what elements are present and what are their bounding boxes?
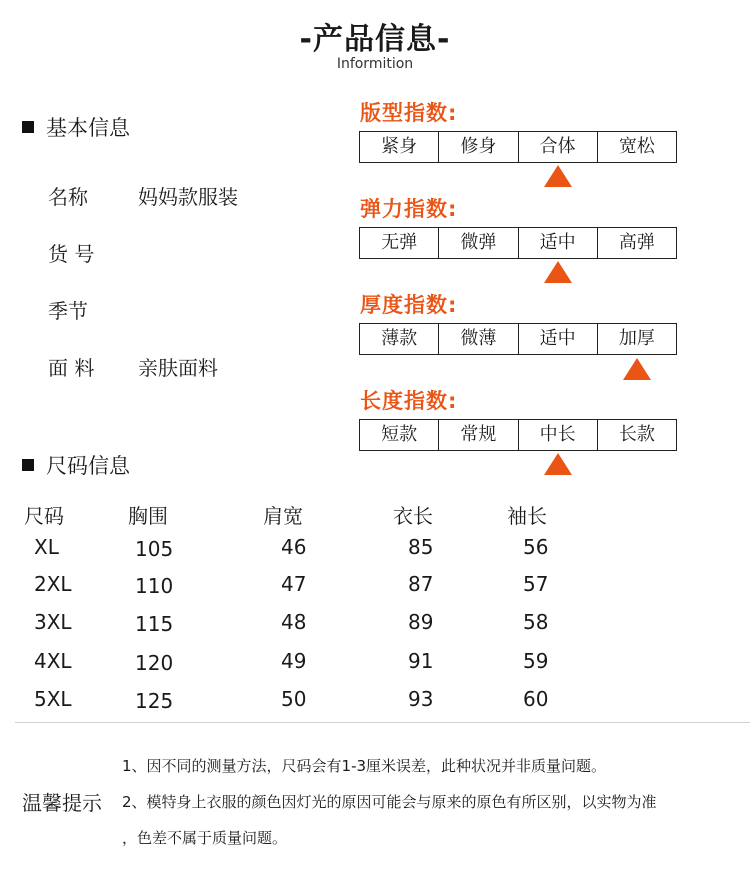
info-label-item-no: 货 号 [48, 242, 95, 266]
size-info-heading-text: 尺码信息 [46, 454, 130, 478]
size-info-heading [22, 450, 130, 480]
length-option: 中长 [519, 420, 598, 450]
table-cell-chest: 115 [135, 612, 174, 636]
thickness-index-scale [359, 323, 677, 355]
info-value-fabric: 亲肤面料 [138, 356, 218, 380]
elasticity-index-scale [359, 227, 677, 259]
column-header-sleeve: 袖长 [507, 504, 547, 528]
thickness-option: 薄款 [360, 324, 439, 354]
column-header-size: 尺码 [24, 504, 64, 528]
column-header-length: 衣长 [393, 504, 433, 528]
tip-label: 温馨提示 [22, 791, 102, 815]
table-cell-size: 5XL [34, 687, 72, 711]
table-cell-shoulder: 50 [281, 687, 307, 711]
table-cell-chest: 105 [135, 537, 174, 561]
square-bullet-icon [22, 459, 34, 471]
length-index-title: 长度指数: [360, 389, 458, 413]
table-cell-sleeve: 58 [523, 610, 549, 634]
elasticity-option: 无弹 [360, 228, 439, 258]
table-cell-length: 85 [408, 535, 434, 559]
elasticity-marker-icon [544, 261, 572, 283]
table-cell-length: 87 [408, 572, 434, 596]
thickness-option: 加厚 [618, 328, 655, 349]
table-cell-shoulder: 46 [281, 535, 307, 559]
fit-marker-icon [544, 165, 572, 187]
length-option: 长款 [618, 424, 655, 445]
length-marker-icon [544, 453, 572, 475]
table-cell-length: 93 [408, 687, 434, 711]
table-cell-size: 4XL [34, 649, 72, 673]
table-cell-sleeve: 57 [523, 572, 549, 596]
tip-line-3: ，色差不属于质量问题。 [122, 829, 288, 847]
table-cell-sleeve: 60 [523, 687, 549, 711]
info-value-name: 妈妈款服装 [138, 185, 238, 209]
table-cell-chest: 120 [135, 651, 174, 675]
table-cell-sleeve: 56 [523, 535, 549, 559]
table-cell-length: 89 [408, 610, 434, 634]
thickness-index-title: 厚度指数: [360, 293, 458, 317]
length-option: 常规 [439, 420, 518, 450]
fit-option: 修身 [439, 132, 518, 162]
info-label-fabric: 面 料 [48, 356, 95, 380]
thickness-option: 适中 [519, 324, 598, 354]
table-cell-shoulder: 49 [281, 649, 307, 673]
table-cell-size: XL [34, 535, 59, 559]
fit-index-title: 版型指数: [360, 101, 458, 125]
table-cell-shoulder: 48 [281, 610, 307, 634]
fit-index-scale [359, 131, 677, 163]
table-cell-sleeve: 59 [523, 649, 549, 673]
fit-option: 宽松 [618, 136, 655, 157]
table-cell-size: 2XL [34, 572, 72, 596]
length-index-scale [359, 419, 677, 451]
column-header-shoulder: 肩宽 [263, 504, 303, 528]
length-option: 短款 [360, 420, 439, 450]
elasticity-option: 微弹 [439, 228, 518, 258]
thickness-option: 微薄 [439, 324, 518, 354]
info-label-name: 名称 [48, 185, 88, 209]
column-header-chest: 胸围 [128, 504, 168, 528]
table-cell-chest: 125 [135, 689, 174, 713]
table-cell-chest: 110 [135, 574, 174, 598]
info-label-season: 季节 [48, 299, 88, 323]
thickness-marker-icon [623, 358, 651, 380]
elasticity-option: 高弹 [618, 232, 655, 253]
page-subtitle: Informition [336, 56, 414, 72]
tip-line-1: 1、因不同的测量方法，尺码会有1-3厘米误差，此种状况并非质量问题。 [122, 757, 607, 775]
table-cell-size: 3XL [34, 610, 72, 634]
page-title: -产品信息- [299, 22, 451, 57]
elasticity-index-title: 弹力指数: [360, 197, 458, 221]
basic-info-heading-text: 基本信息 [46, 116, 130, 140]
table-cell-shoulder: 47 [281, 572, 307, 596]
fit-option: 紧身 [360, 132, 439, 162]
divider [15, 722, 750, 723]
elasticity-option: 适中 [519, 228, 598, 258]
fit-option: 合体 [519, 132, 598, 162]
table-cell-length: 91 [408, 649, 434, 673]
square-bullet-icon [22, 121, 34, 133]
basic-info-heading [22, 112, 130, 142]
tip-line-2: 2、模特身上衣服的颜色因灯光的原因可能会与原来的原色有所区别，以实物为准 [122, 793, 657, 811]
